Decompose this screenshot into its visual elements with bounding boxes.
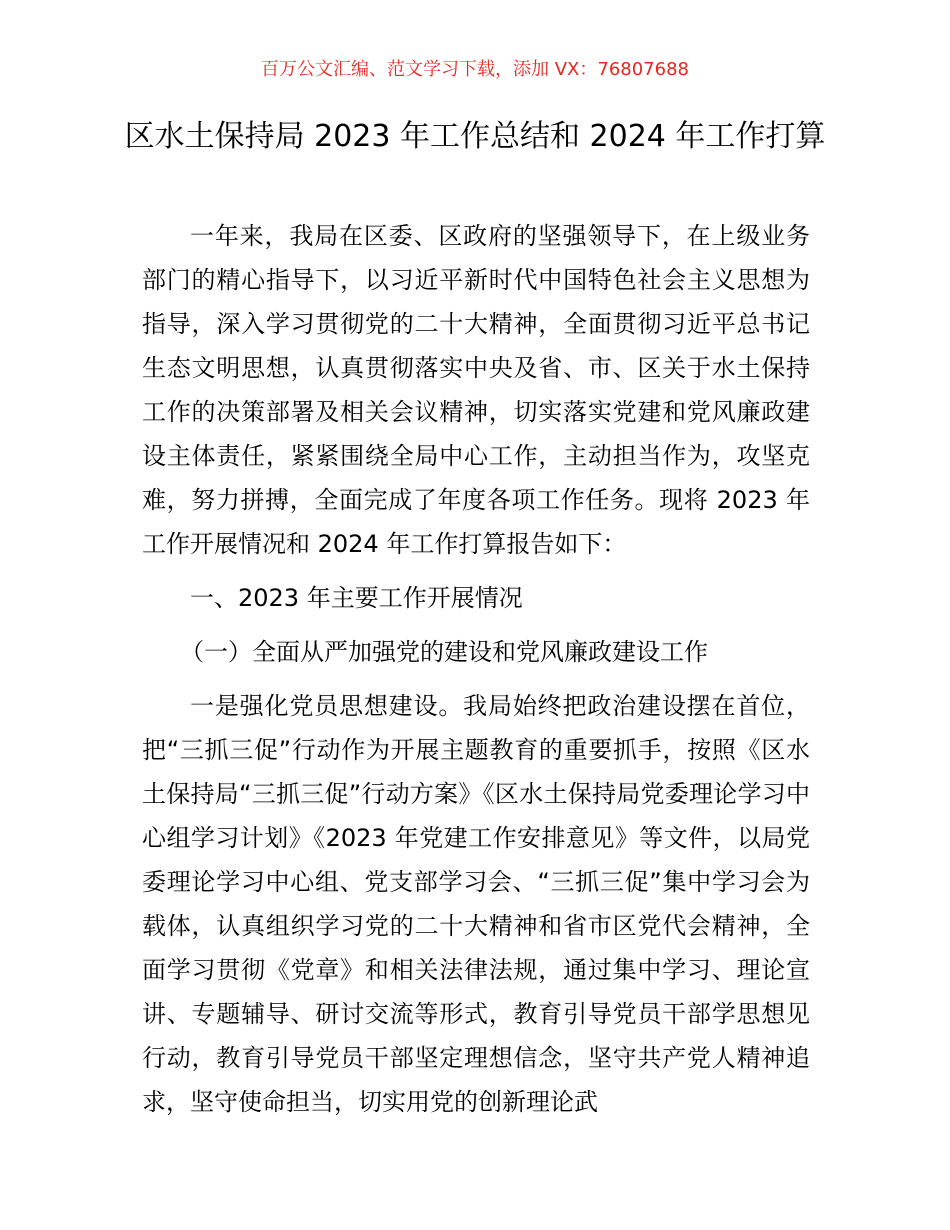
- subsection-heading-1: （一）全面从严加强党的建设和党风廉政建设工作: [180, 638, 708, 666]
- body-paragraph-1: 一是强化党员思想建设。我局始终把政治建设摆在首位，把“三抓三促”行动作为开展主题教育的重要抓手，按照《区水土保持局“三抓三促”行动方案》《区水土保持局党委理论学习中心组学习计划》《2023 年党建工作安排意见》等文件，以局党委理论学习中心组、党支部学习会、“三抓三促”集中学习会为载体，认真组织学习党的二十大精神和省市区党代会精神，全面学习贯彻《党章》和相关法律法规，通过集中学习、理论宣讲、专题辅导、研讨交流等形式，教育引导党员干部学思想见行动，教育引导党员干部坚定理想信念，坚守共产党人精神追求，坚守使命担当，切实用党的创新理论武: [142, 692, 810, 1116]
- document-title: 区水土保持局 2023 年工作总结和 2024 年工作打算: [124, 119, 826, 154]
- intro-paragraph: 一年来，我局在区委、区政府的坚强领导下，在上级业务部门的精心指导下，以习近平新时代中国特色社会主义思想为指导，深入学习贯彻党的二十大精神，全面贯彻习近平总书记生态文明思想，认真贯彻落实中央及省、市、区关于水土保持工作的决策部署及相关会议精神，切实落实党建和党风廉政建设主体责任，紧紧围绕全局中心工作，主动担当作为，攻坚克难，努力拼搏，全面完成了年度各项工作任务。现将 2023 年工作开展情况和 2024 年工作打算报告如下：: [142, 222, 810, 558]
- document-body: [142, 214, 810, 1124]
- header-watermark-note: 百万公文汇编、范文学习下载，添加 VX：76807688: [261, 59, 689, 80]
- section-heading-1: 一、2023 年主要工作开展情况: [190, 584, 523, 612]
